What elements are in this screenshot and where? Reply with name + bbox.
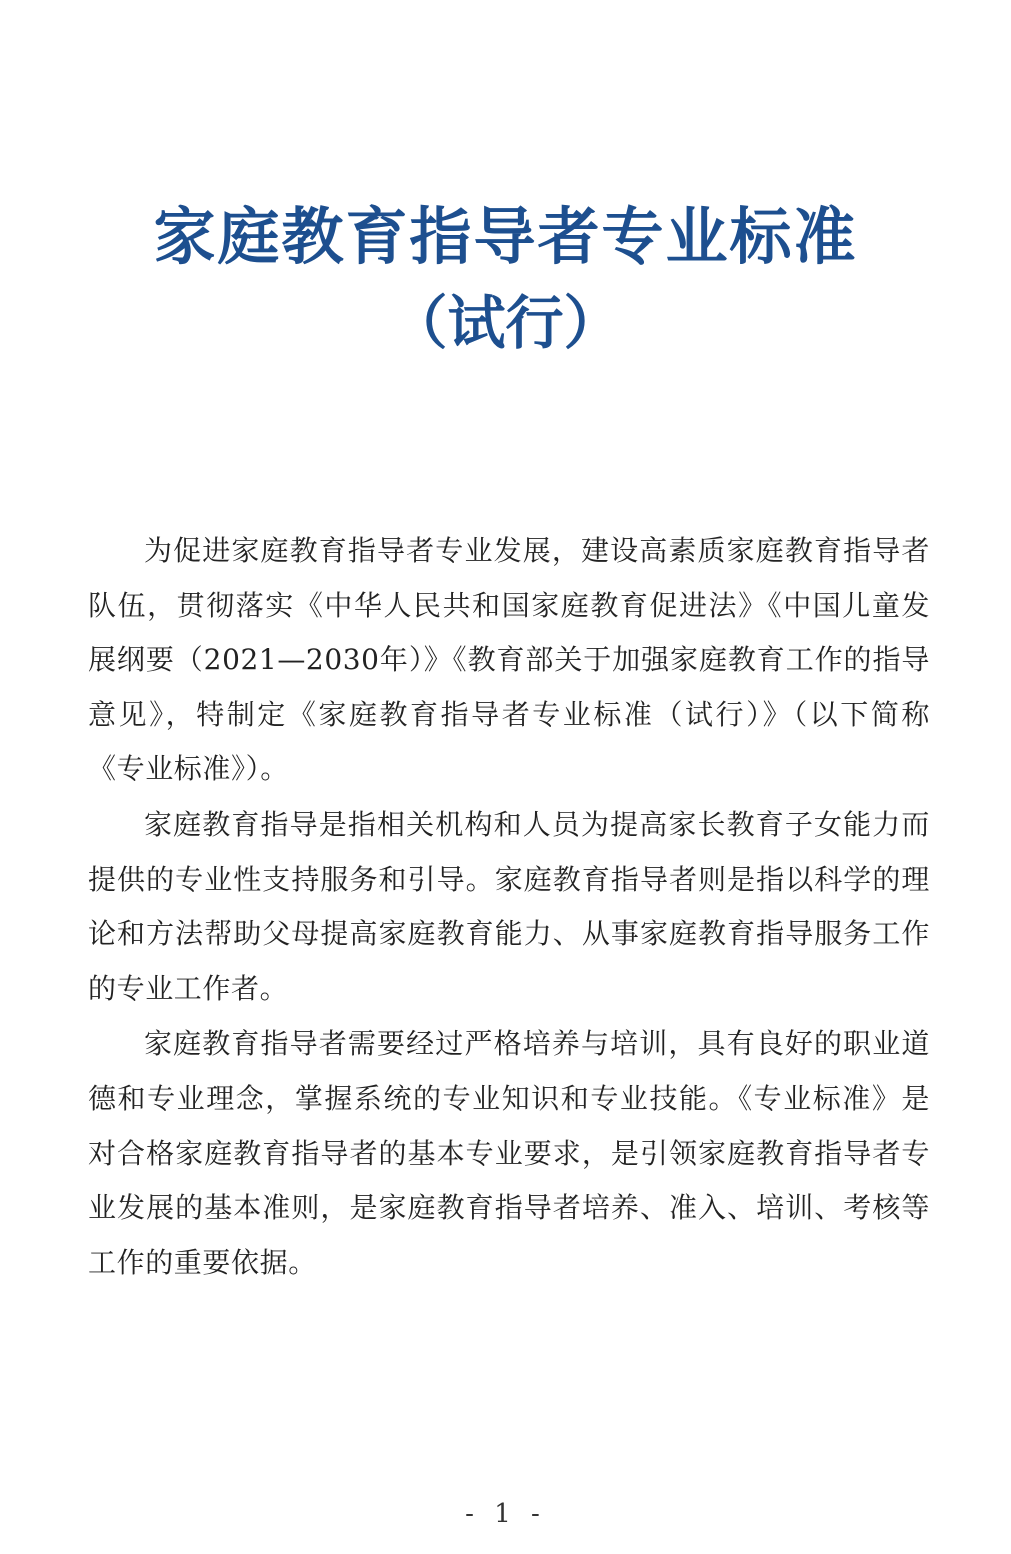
- title-block: [0, 195, 1011, 363]
- document-title: 家庭教育指导者专业标准: [153, 200, 858, 273]
- document-subtitle: （试行）: [389, 289, 622, 357]
- document-body: [88, 524, 930, 1291]
- paragraph-3: 家庭教育指导者需要经过严格培养与培训，具有良好的职业道德和专业理念，掌握系统的专业知识和专业技能。《专业标准》是对合格家庭教育指导者的基本专业要求，是引领家庭教育指导者专业发展的基本准则，是家庭教育指导者培养、准入、培训、考核等工作的重要依据。: [88, 1027, 930, 1279]
- paragraph-1: 为促进家庭教育指导者专业发展，建设高素质家庭教育指导者队伍，贯彻落实《中华人民共和国家庭教育促进法》《中国儿童发展纲要（2021—2030年）》《教育部关于加强家庭教育工作的指导意见》，特制定《家庭教育指导者专业标准（试行）》（以下简称《专业标准》）。: [88, 534, 930, 786]
- page-number: - 1 -: [465, 1499, 546, 1529]
- paragraph-2: 家庭教育指导是指相关机构和人员为提高家长教育子女能力而提供的专业性支持服务和引导。家庭教育指导者则是指以科学的理论和方法帮助父母提高家庭教育能力、从事家庭教育指导服务工作的专业工作者。: [88, 807, 930, 1005]
